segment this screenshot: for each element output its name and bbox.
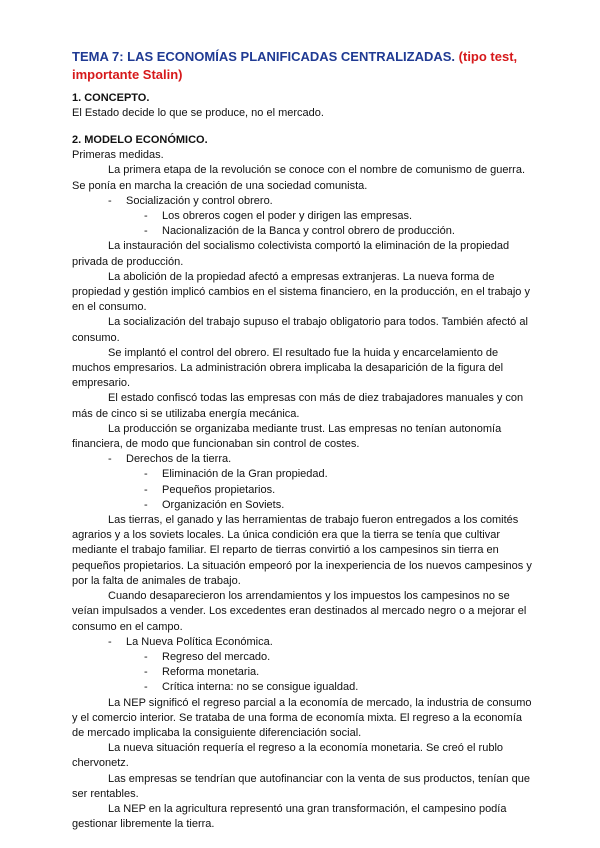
paragraph: Cuando desaparecieron los arrendamientos y los impuestos los campesinos no se veían impulsados a vender. Los excedentes eran destinados al mercado negro o a mejorar el consumo en el campo. — [72, 590, 527, 633]
paragraph: La NEP en la agricultura representó una gran transformación, el campesino podía gestionar libremente la tierra. — [72, 802, 507, 831]
paragraph: La abolición de la propiedad afectó a empresas extranjeras. La nueva forma de propiedad y gestión implicó cambios en el sistema financiero, en la producción, en el trabajo y en el consumo. — [72, 270, 530, 314]
title-note: (tipo test, importante Stalin) — [72, 49, 518, 82]
sub-bullet-item: - Nacionalización de la Banca y control obrero de producción. — [144, 225, 455, 238]
section-2-intro: Primeras medidas. — [72, 149, 164, 162]
paragraph: Las empresas se tendrían que autofinanciar con la venta de sus productos, tenían que ser rentables. — [72, 772, 530, 800]
title-main: TEMA 7: LAS ECONOMÍAS PLANIFICADAS CENTRALIZADAS. — [72, 49, 456, 64]
paragraph: La NEP significó el regreso parcial a la economía de mercado, la industria de consumo y el comercio interior. Se trataba de una forma de economía mixta. El regreso a la economía de mercado implicaba la consiguiente diferenciación social. — [72, 696, 532, 739]
sub-bullet-item: - Pequeños propietarios. — [144, 483, 276, 496]
paragraph: La primera etapa de la revolución se conoce con el nombre de comunismo de guerra. Se ponía en marcha la creación de una sociedad comunista. — [72, 164, 526, 192]
document-page — [72, 48, 532, 832]
bullet-item: - La Nueva Política Económica. — [108, 635, 273, 648]
paragraph: Se implantó el control del obrero. El resultado fue la huida y encarcelamiento de muchos empresarios. La administración obrera implicaba la desaparición de la figura del empresario. — [72, 346, 504, 390]
paragraph: La nueva situación requería el regreso a la economía monetaria. Se creó el rublo chervonetz. — [72, 742, 504, 770]
sub-bullet-item: - Regreso del mercado. — [144, 650, 271, 663]
sub-bullet-item: - Los obreros cogen el poder y dirigen las empresas. — [144, 210, 413, 223]
paragraph: La socialización del trabajo supuso el trabajo obligatorio para todos. También afectó al consumo. — [72, 316, 528, 344]
paragraph: La producción se organizaba mediante trust. Las empresas no tenían autonomía financiera, de modo que funcionaban sin control de costes. — [72, 422, 502, 451]
sub-bullet-item: - Crítica interna: no se consigue igualdad. — [144, 681, 359, 694]
section-2-heading: 2. MODELO ECONÓMICO. — [72, 134, 208, 147]
paragraph: El estado confiscó todas las empresas con más de diez trabajadores manuales y con más de cinco si se utilizaba energía mecánica. — [72, 392, 524, 420]
paragraph: Las tierras, el ganado y las herramientas de trabajo fueron entregados a los comités agrarios y a los soviets locales. La única condición era que la tierra se tenía que cultivar mediante el trabajo familiar. El reparto de tierras convirtió a los campesinos sin tierra en pequeños propietarios. La situación empeoró por la inexperiencia de los nuevos campesinos y por la falta de animales de trabajo. — [72, 514, 532, 587]
sub-bullet-item: - Eliminación de la Gran propiedad. — [144, 468, 328, 481]
sub-bullet-item: - Organización en Soviets. — [144, 498, 285, 511]
document-title — [72, 48, 532, 84]
bullet-item: - Socialización y control obrero. — [108, 194, 273, 207]
bullet-item: - Derechos de la tierra. — [108, 453, 232, 466]
section-1-text: El Estado decide lo que se produce, no el mercado. — [72, 107, 324, 119]
sub-bullet-item: - Reforma monetaria. — [144, 666, 260, 679]
section-1-heading: 1. CONCEPTO. — [72, 92, 150, 104]
paragraph: La instauración del socialismo colectivista comportó la eliminación de la propiedad privada de producción. — [72, 240, 510, 268]
